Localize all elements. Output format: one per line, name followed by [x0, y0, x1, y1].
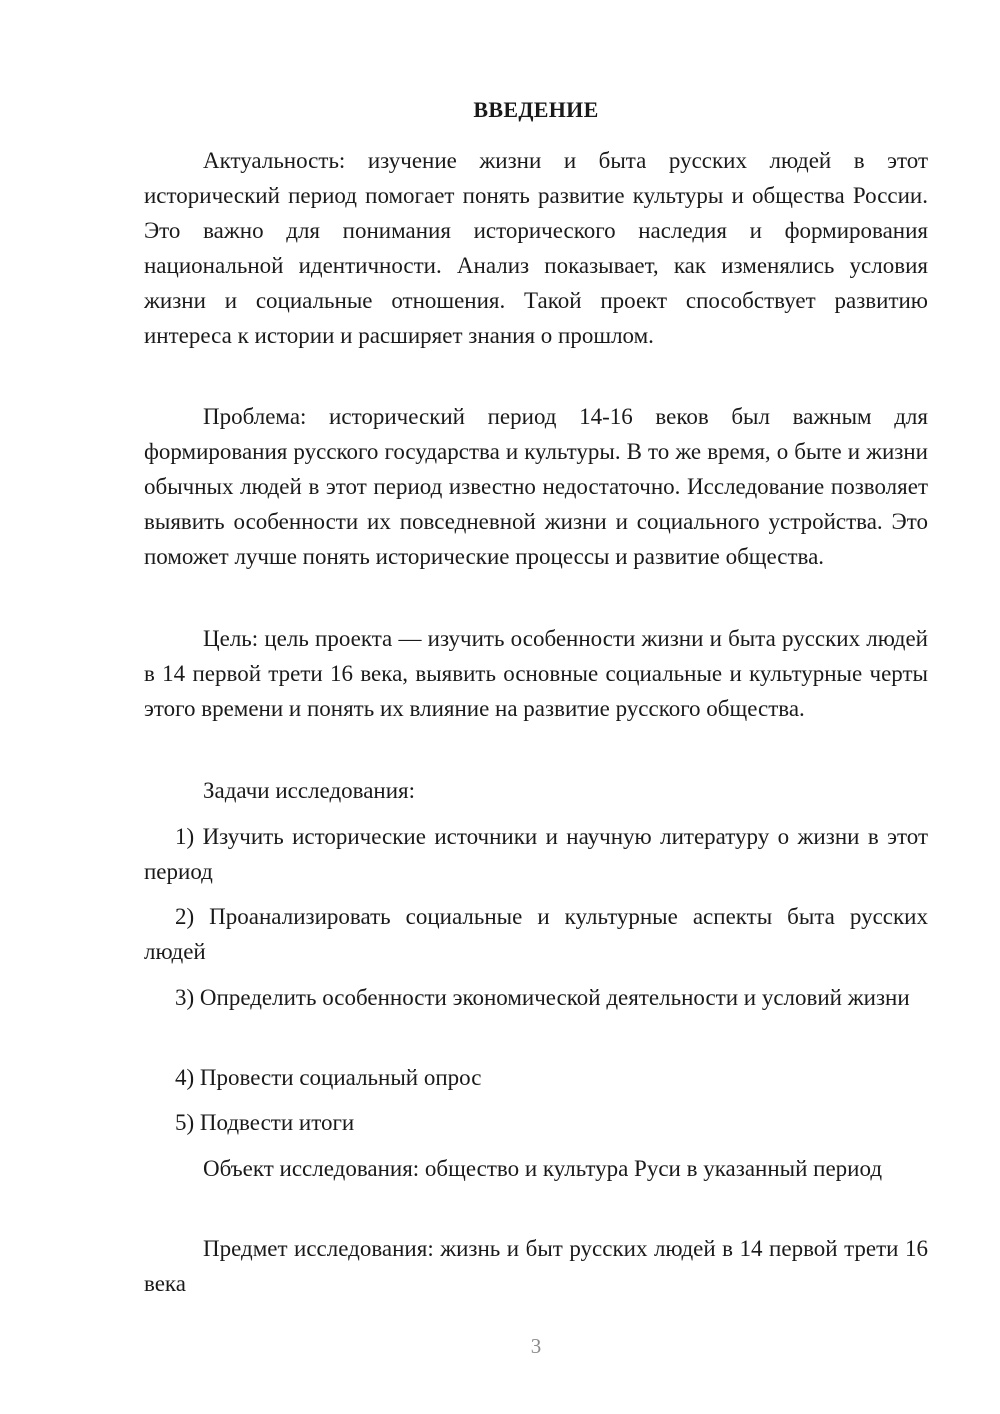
task-item-5: 5) Подвести итоги — [175, 1110, 355, 1135]
paragraph-goal: Цель: цель проекта — изучить особенности жизни и быта русских людей в 14 первой трети 16 века, выявить основные социальные и культурные черты этого времени и понять их влияние на развитие русского общества. — [144, 626, 928, 721]
paragraph-subject: Предмет исследования: жизнь и быт русских людей в 14 первой трети 16 века — [144, 1236, 928, 1296]
paragraph-problem: Проблема: исторический период 14-16 веков был важным для формирования русского государства и культуры. В то же время, о быте и жизни обычных людей в этот период известно недостаточно. Исследование позволяет выявить особенности их повседневной жизни и социального устройства. Это поможет лучше понять исторические процессы и развитие общества. — [144, 404, 928, 569]
task-item-3: 3) Определить особенности экономической деятельности и условий жизни — [175, 985, 910, 1010]
paragraph-object: Объект исследования: общество и культура Руси в указанный период — [203, 1156, 883, 1181]
page-title: ВВЕДЕНИЕ — [473, 97, 599, 122]
task-item-1: 1) Изучить исторические источники и научную литературу о жизни в этот период — [144, 824, 928, 884]
tasks-heading: Задачи исследования: — [203, 778, 416, 803]
page-number: 3 — [530, 1334, 542, 1358]
paragraph-relevance: Актуальность: изучение жизни и быта русских людей в этот исторический период помогает понять развитие культуры и общества России. Это важно для понимания исторического наследия и формирования национальной идентичности. Анализ показывает, как изменялись условия жизни и социальные отношения. Такой проект способствует развитию интереса к истории и расширяет знания о прошлом. — [144, 148, 928, 348]
task-item-4: 4) Провести социальный опрос — [175, 1065, 482, 1090]
task-item-2: 2) Проанализировать социальные и культурные аспекты быта русских людей — [144, 904, 928, 964]
